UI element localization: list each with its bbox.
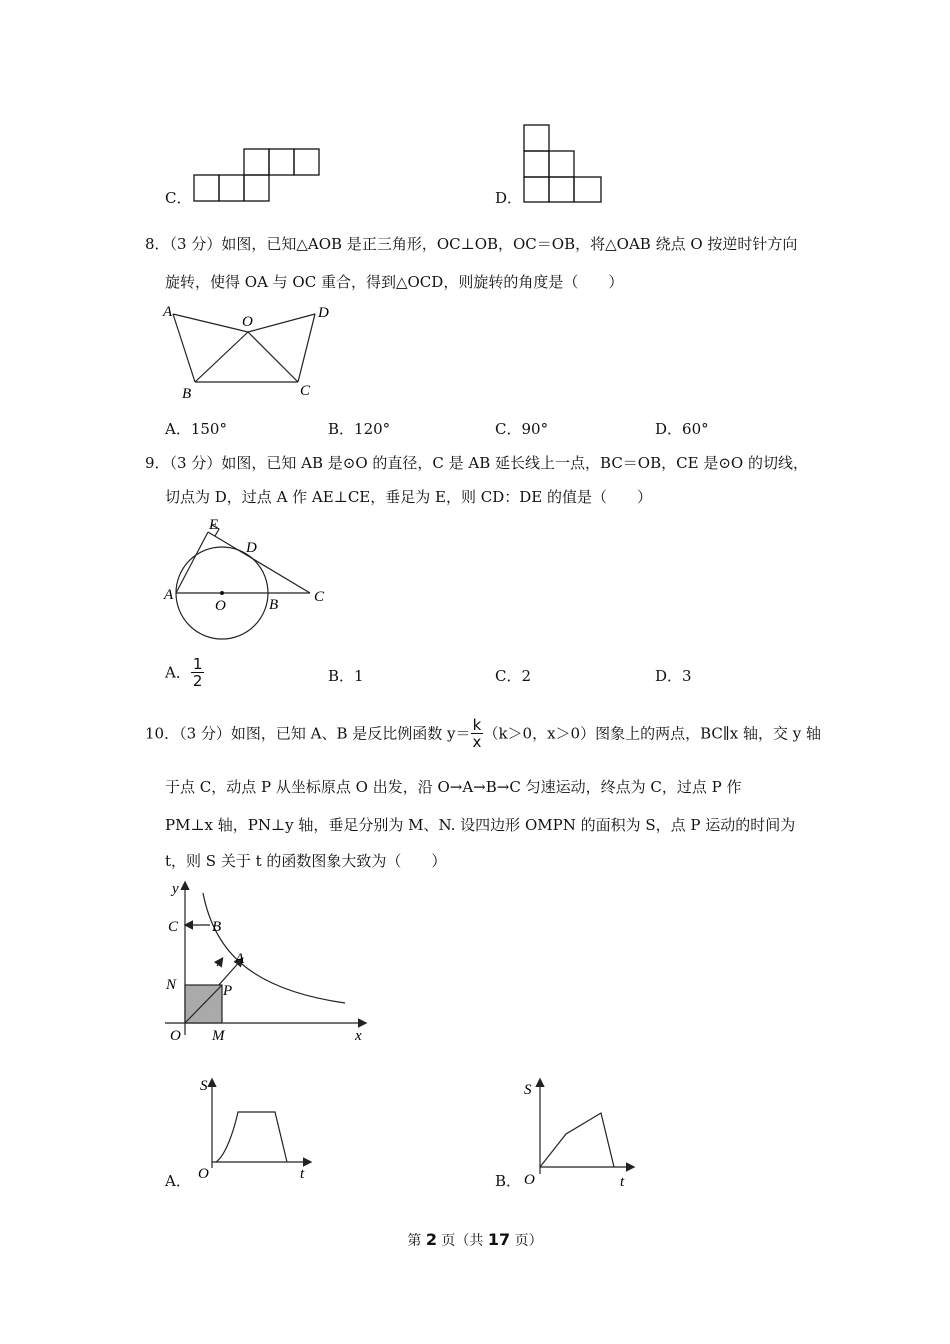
q8-option-d: D．60° [655, 420, 709, 438]
q10-a-label-o: O [198, 1166, 209, 1182]
q9-label-c: C [314, 589, 325, 605]
q9-label-a: A [164, 587, 174, 603]
q10-fraction-numerator: k [471, 717, 484, 734]
q8-label-o: O [242, 314, 253, 330]
q10-stem-line1 [145, 717, 821, 757]
footer-mid: 页（共 [436, 1233, 488, 1249]
q10-label-n: N [166, 977, 177, 993]
q10-main-figure [160, 875, 375, 1050]
q8-label-d: D [318, 305, 329, 321]
q10-b-label-t: t [620, 1174, 625, 1190]
q8-option-a: A．150° [165, 420, 227, 438]
q7-option-d-net [520, 121, 606, 205]
q9-option-a-prefix: A． [165, 663, 191, 682]
q7-option-d-label: D． [495, 189, 523, 207]
q7-option-c-net [190, 145, 325, 205]
q10-label-x: x [355, 1028, 362, 1044]
q10-b-label-s: S [524, 1082, 532, 1098]
q10-stem-line1-pre: 10．（3 分）如图，已知 A、B 是反比例函数 y＝ [145, 724, 471, 743]
q9-option-a-fraction [191, 656, 205, 689]
q8-stem-line1: 8．（3 分）如图，已知△AOB 是正三角形，OC⊥OB，OC＝OB，将△OAB 绕点 O 按逆时针方向 [145, 235, 798, 253]
q9-stem-line1: 9．（3 分）如图，已知 AB 是⊙O 的直径，C 是 AB 延长线上一点，BC＝OB，CE 是⊙O 的切线， [145, 454, 808, 472]
q10-stem-line1-post: （k＞0，x＞0）图象上的两点，BC∥x 轴，交 y 轴 [483, 724, 822, 743]
q9-label-d: D [246, 540, 257, 556]
q10-label-c: C [168, 919, 179, 935]
footer-total-pages: 17 [487, 1230, 511, 1249]
q9-option-c: C．2 [495, 667, 532, 685]
q10-label-o: O [170, 1028, 181, 1044]
q8-option-b: B．120° [328, 420, 391, 438]
q9-option-a [165, 656, 204, 689]
q9-option-b: B．1 [328, 667, 364, 685]
q10-option-b-label: B． [495, 1172, 522, 1190]
q10-label-b: B [212, 919, 222, 935]
q9-option-d: D．3 [655, 667, 692, 685]
q10-fraction [471, 717, 484, 750]
footer-pre: 第 [407, 1233, 426, 1249]
q10-stem-line2: 于点 C，动点 P 从坐标原点 O 出发，沿 O→A→B→C 匀速运动，终点为 C，过点 P 作 [165, 778, 742, 796]
q10-stem-line4: t，则 S 关于 t 的函数图象大致为（ ） [165, 852, 447, 870]
q8-stem-line2: 旋转，使得 OA 与 OC 重合，得到△OCD，则旋转的角度是（ ） [165, 273, 624, 291]
q8-figure [160, 302, 340, 402]
q9-figure [160, 515, 335, 645]
q8-label-b: B [182, 386, 192, 402]
q10-option-a-label: A． [165, 1172, 191, 1190]
q10-label-a: A [235, 951, 245, 967]
q8-label-c: C [300, 383, 311, 399]
footer-post: 页） [510, 1233, 543, 1249]
q9-label-o: O [215, 598, 226, 614]
q9-label-e: E [209, 517, 219, 533]
footer-page-number: 2 [425, 1230, 437, 1249]
q10-a-label-t: t [300, 1166, 305, 1182]
q10-fraction-denominator: x [472, 733, 482, 751]
q10-stem-line3: PM⊥x 轴，PN⊥y 轴，垂足分别为 M、N. 设四边形 OMPN 的面积为 S，点 P 运动的时间为 [165, 816, 796, 834]
q10-label-p: P [223, 983, 233, 999]
q10-label-y: y [172, 881, 179, 897]
page-footer [0, 1230, 950, 1250]
q10-label-m: M [212, 1028, 225, 1044]
q9-option-a-denominator: 2 [192, 672, 203, 690]
q9-label-b: B [269, 597, 279, 613]
q10-a-label-s: S [200, 1078, 208, 1094]
q10-option-a-graph [190, 1070, 320, 1185]
q7-option-c-label: C． [165, 189, 192, 207]
q10-b-label-o: O [524, 1172, 535, 1188]
q8-label-a: A [163, 304, 173, 320]
q9-stem-line2: 切点为 D，过点 A 作 AE⊥CE，垂足为 E，则 CD：DE 的值是（ ） [165, 488, 652, 506]
q8-option-c: C．90° [495, 420, 549, 438]
q9-option-a-numerator: 1 [192, 655, 203, 673]
q10-option-b-graph [518, 1070, 643, 1190]
q9-center-dot [220, 591, 224, 595]
